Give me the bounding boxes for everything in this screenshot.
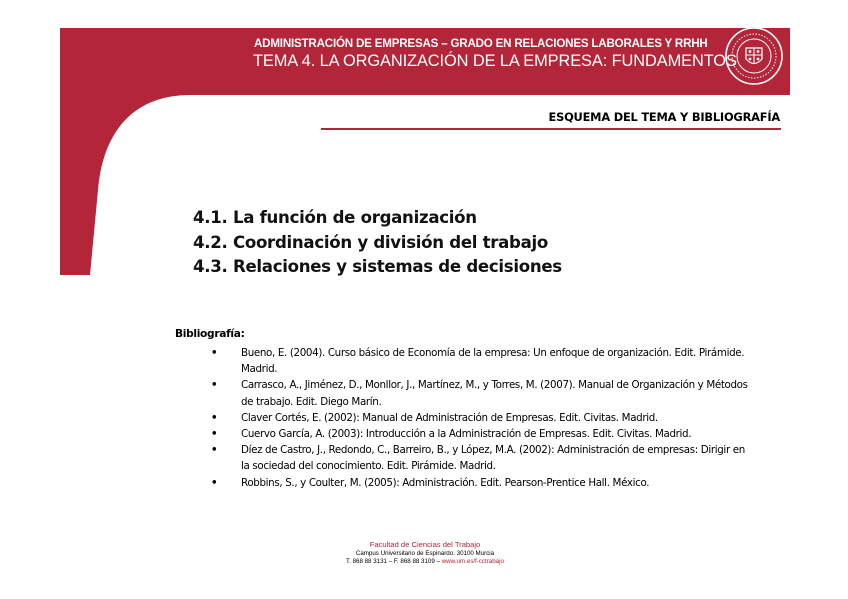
bibliography-text: Díez de Castro, J., Redondo, C., Barreiro, B., y López, M.A. (2002): Administración de empresas: Dirigir en la sociedad del conocimiento. Edit. Pirámide. Madrid. bbox=[241, 444, 745, 473]
bibliography-item bbox=[211, 475, 751, 491]
bibliography-item bbox=[211, 442, 751, 474]
bibliography-heading: Bibliografía: bbox=[175, 328, 245, 340]
bullet-icon: • bbox=[211, 476, 218, 489]
university-seal-icon bbox=[724, 26, 784, 86]
bibliography-text: Cuervo García, A. (2003): Introducción a la Administración de Empresas. Edit. Civitas. Madrid. bbox=[241, 428, 692, 441]
bullet-icon: • bbox=[211, 379, 218, 392]
footer-contact bbox=[310, 558, 540, 565]
topic-item: 4.2. Coordinación y división del trabajo bbox=[193, 232, 549, 252]
footer-address: Campus Universitario de Espinardo. 30100 Murcia bbox=[355, 550, 495, 557]
bibliography-item bbox=[211, 377, 751, 409]
lesson-title: TEMA 4. LA ORGANIZACIÓN DE LA EMPRESA: FUNDAMENTOS bbox=[253, 52, 737, 70]
footer-phone: T. 868 88 3131 – F. 868 88 3109 – bbox=[346, 558, 442, 565]
bibliography-item bbox=[211, 410, 751, 426]
bullet-icon: • bbox=[211, 428, 218, 441]
bibliography-list bbox=[211, 345, 751, 491]
bibliography-item bbox=[211, 426, 751, 442]
bibliography-text: Carrasco, A., Jiménez, D., Monllor, J., Martínez, M., y Torres, M. (2007). Manual de Organización y Métodos de trabajo. Edit. Diego Marín. bbox=[241, 379, 748, 408]
bibliography-text: Claver Cortés, E. (2002): Manual de Administración de Empresas. Edit. Civitas. Madrid. bbox=[241, 411, 658, 424]
footer-web-link[interactable]: www.um.es/f-cctrabajo bbox=[441, 558, 504, 565]
bibliography-item bbox=[211, 345, 751, 377]
topic-list bbox=[193, 206, 562, 280]
section-title: ESQUEMA DEL TEMA Y BIBLIOGRAFÍA bbox=[548, 110, 780, 124]
bullet-icon: • bbox=[211, 347, 218, 359]
topic-item: 4.1. La función de organización bbox=[193, 208, 477, 227]
footer-faculty: Facultad de Ciencias del Trabajo bbox=[369, 540, 481, 549]
bibliography-text: Robbins, S., y Coulter, M. (2005): Administración. Edit. Pearson-Prentice Hall. México. bbox=[241, 476, 650, 489]
section-divider bbox=[321, 128, 781, 130]
course-title: ADMINISTRACIÓN DE EMPRESAS – GRADO EN RELACIONES LABORALES Y RRHH bbox=[254, 37, 708, 50]
topic-item: 4.3. Relaciones y sistemas de decisiones bbox=[193, 257, 562, 276]
bullet-icon: • bbox=[211, 411, 218, 424]
bibliography-text: Bueno, E. (2004). Curso básico de Economía de la empresa: Un enfoque de organización. Edit. Pirámide. Madrid. bbox=[241, 347, 745, 376]
bullet-icon: • bbox=[211, 444, 218, 457]
